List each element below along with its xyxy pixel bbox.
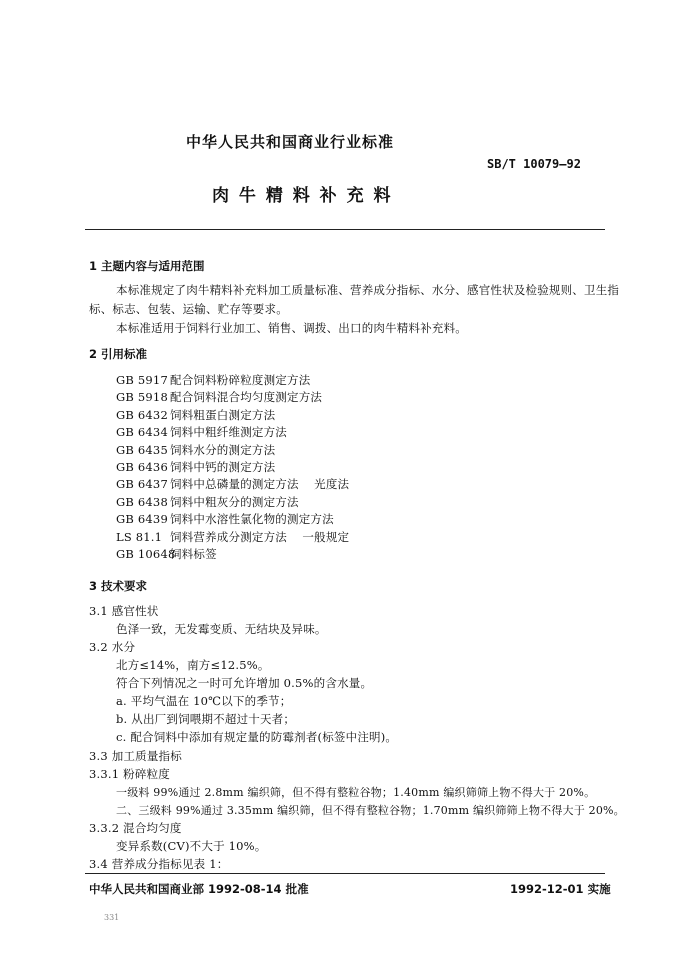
reference-item bbox=[116, 372, 310, 388]
clause-3-2-line-1: 北方≤14%，南方≤12.5%。 bbox=[116, 658, 270, 672]
reference-item bbox=[116, 459, 275, 475]
section-2-heading: 2 引用标准 bbox=[89, 347, 148, 361]
reference-code: LS 81.1 bbox=[116, 529, 163, 544]
effective-date: 1992-12-01 实施 bbox=[510, 882, 611, 896]
reference-item bbox=[116, 546, 217, 562]
clause-3-2-item-c: c. 配合饲料中添加有规定量的防霉剂者(标签中注明)。 bbox=[116, 730, 398, 744]
reference-title: 饲料营养成分测定方法 一般规定 bbox=[170, 529, 350, 544]
reference-title: 配合饲料粉碎粒度测定方法 bbox=[170, 373, 311, 387]
section-1-para-2: 本标准适用于饲料行业加工、销售、调拨、出口的肉牛精料补充料。 bbox=[116, 321, 467, 335]
reference-title: 饲料粗蛋白测定方法 bbox=[170, 407, 276, 422]
reference-item bbox=[116, 424, 287, 440]
reference-title: 饲料中粗灰分的测定方法 bbox=[170, 494, 299, 509]
reference-code: GB 6435 bbox=[116, 442, 168, 457]
reference-item bbox=[116, 529, 349, 545]
clause-3-3-1-line-2: 二、三级料 99%通过 3.35mm 编织筛，但不得有整粒谷物；1.70mm 编织筛筛上物不得大于 20%。 bbox=[116, 804, 625, 817]
reference-item bbox=[116, 494, 299, 510]
clause-3-2-item-b: b. 从出厂到饲喂期不超过十天者； bbox=[116, 712, 296, 726]
reference-code: GB 5917 bbox=[116, 373, 168, 387]
section-3-heading: 3 技术要求 bbox=[89, 579, 148, 593]
reference-code: GB 6438 bbox=[116, 494, 168, 509]
reference-title: 饲料中粗纤维测定方法 bbox=[170, 425, 287, 440]
clause-3-2-heading: 3.2 水分 bbox=[89, 640, 136, 654]
issue-approval: 中华人民共和国商业部 1992-08-14 批准 bbox=[89, 882, 309, 896]
header-divider bbox=[85, 229, 605, 230]
clause-3-4-heading: 3.4 营养成分指标见表 1： bbox=[89, 857, 229, 871]
reference-title: 饲料水分的测定方法 bbox=[170, 442, 276, 457]
section-1-heading: 1 主题内容与适用范围 bbox=[89, 259, 205, 273]
reference-code: GB 6437 bbox=[116, 477, 168, 492]
section-1-para-1b: 标、标志、包装、运输、贮存等要求。 bbox=[89, 302, 288, 316]
clause-3-1-text: 色泽一致，无发霉变质、无结块及异味。 bbox=[116, 622, 327, 636]
reference-item bbox=[116, 407, 275, 423]
clause-3-3-2-heading: 3.3.2 混合均匀度 bbox=[89, 821, 182, 835]
clause-3-2-item-a: a. 平均气温在 10℃以下的季节； bbox=[116, 694, 292, 708]
reference-title: 饲料标签 bbox=[170, 547, 217, 561]
reference-title: 配合饲料混合均匀度测定方法 bbox=[170, 390, 323, 405]
clause-3-1-heading: 3.1 感官性状 bbox=[89, 604, 159, 618]
reference-code: GB 5918 bbox=[116, 390, 168, 405]
org-title: 中华人民共和国商业行业标准 bbox=[186, 133, 395, 151]
reference-code: GB 6434 bbox=[116, 425, 168, 440]
section-1-para-1a: 本标准规定了肉牛精料补充料加工质量标准、营养成分指标、水分、感官性状及检验规则、卫生指 bbox=[116, 283, 620, 297]
footer-divider bbox=[85, 873, 605, 874]
reference-item bbox=[116, 442, 275, 458]
document-title: 肉 牛 精 料 补 充 料 bbox=[212, 186, 393, 206]
clause-3-2-line-2: 符合下列情况之一时可允许增加 0.5%的含水量。 bbox=[116, 676, 373, 690]
reference-item bbox=[116, 511, 334, 527]
reference-title: 饲料中水溶性氯化物的测定方法 bbox=[170, 512, 334, 527]
clause-3-3-2-text: 变异系数(CV)不大于 10%。 bbox=[116, 839, 267, 853]
page-number: 331 bbox=[104, 913, 120, 922]
reference-title: 饲料中总磷量的测定方法 光度法 bbox=[170, 477, 350, 492]
reference-code: GB 10648 bbox=[116, 547, 176, 561]
reference-code: GB 6432 bbox=[116, 407, 168, 422]
reference-item bbox=[116, 476, 349, 492]
clause-3-3-heading: 3.3 加工质量指标 bbox=[89, 749, 182, 763]
standard-number: SB/T 10079—92 bbox=[487, 157, 581, 171]
clause-3-3-1-heading: 3.3.1 粉碎粒度 bbox=[89, 767, 170, 781]
clause-3-3-1-line-1: 一级料 99%通过 2.8mm 编织筛，但不得有整粒谷物；1.40mm 编织筛筛上物不得大于 20%。 bbox=[116, 786, 596, 799]
reference-code: GB 6436 bbox=[116, 460, 168, 474]
reference-title: 饲料中钙的测定方法 bbox=[170, 460, 276, 474]
reference-item bbox=[116, 389, 322, 405]
reference-code: GB 6439 bbox=[116, 512, 168, 527]
